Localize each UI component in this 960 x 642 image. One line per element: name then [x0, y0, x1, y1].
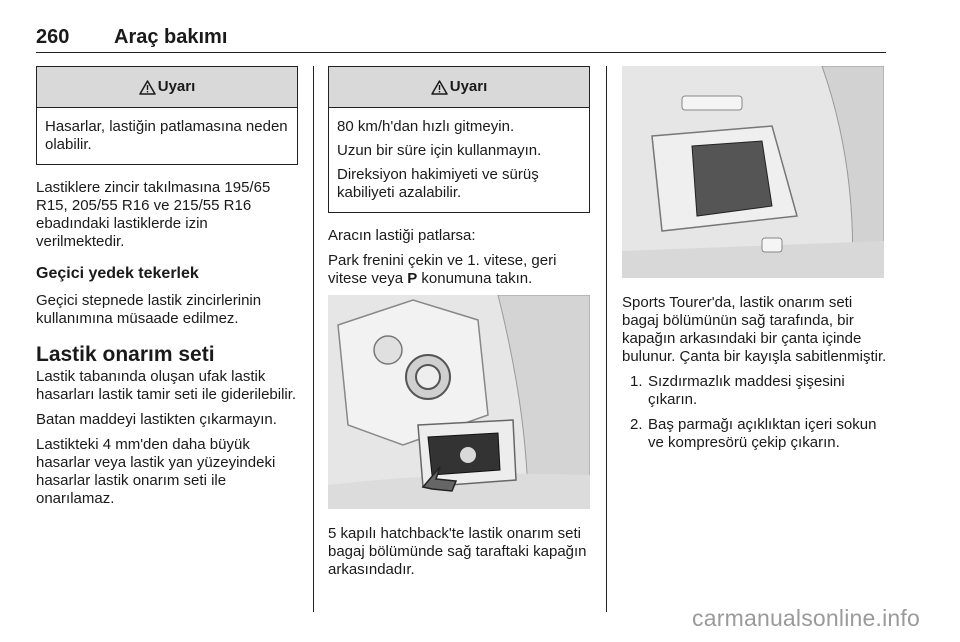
warning-title: Uyarı — [449, 78, 488, 95]
page-number: 260 — [36, 26, 70, 48]
caption-hatchback: 5 kapılı hatchback'te lastik onarım seti bagaj bölümünde sağ taraftaki kapağın arkasındadır. — [328, 525, 587, 578]
paragraph-flat-tyre: Aracın lastiği patlarsa: — [328, 227, 476, 244]
list-item: 1. Sızdırmazlık maddesi şişesini çıkarın. — [630, 373, 845, 408]
warning-box — [36, 66, 298, 165]
warning-header — [37, 67, 297, 108]
heading-repair-kit: Lastik onarım seti — [36, 343, 215, 366]
column-1 — [36, 66, 298, 515]
step-list — [622, 373, 888, 452]
warning-text: Hasarlar, lastiğin patlamasına neden olabilir. — [45, 118, 288, 153]
paragraph-repair-1: Lastik tabanında oluşan ufak lastik hasarları lastik tamir seti ile giderilebilir. — [36, 368, 297, 403]
sports-tourer-trunk-illustration — [622, 66, 884, 278]
paragraph-chains: Lastiklere zincir takılmasına 195/65 R15, 205/55 R16 ve 215/55 R16 ebadındaki lastiklerde izin verilmektedir. — [36, 179, 271, 250]
hatchback-trunk-illustration — [328, 295, 590, 509]
column-divider — [313, 66, 314, 612]
page-header — [36, 22, 886, 53]
chapter-title: Araç bakımı — [114, 26, 228, 48]
paragraph-spare: Geçici stepnede lastik zincirlerinin kullanımına müsaade edilmez. — [36, 292, 262, 327]
warning-triangle-icon — [431, 80, 448, 95]
warning-line-handling: Direksiyon hakimiyeti ve sürüş kabiliyeti azalabilir. — [337, 166, 539, 201]
watermark: carmanualsonline.info — [692, 605, 920, 631]
list-item: 2. Baş parmağı açıklıktan içeri sokun ve kompresörü çekip çıkarın. — [630, 416, 877, 451]
paragraph-park-brake: Park frenini çekin ve 1. vitese, geri vitese veya P konumuna takın. — [328, 252, 557, 287]
warning-title: Uyarı — [157, 78, 196, 95]
gear-p-label: P — [407, 270, 418, 287]
warning-line-speed: 80 km/h'dan hızlı gitmeyin. — [337, 118, 515, 135]
column-3 — [622, 66, 888, 459]
column-2 — [328, 66, 590, 586]
warning-header — [329, 67, 589, 108]
paragraph-repair-2: Batan maddeyi lastikten çıkarmayın. — [36, 411, 277, 428]
warning-box — [328, 66, 590, 213]
caption-sports-tourer: Sports Tourer'da, lastik onarım seti bagaj bölümünün sağ tarafında, bir kapağın arkasındaki bir çanta içinde bulunur. Çanta bir kayışla sabitlenmiştir. — [622, 294, 887, 365]
warning-line-duration: Uzun bir süre için kullanmayın. — [337, 142, 542, 159]
heading-spare-wheel: Geçici yedek tekerlek — [36, 265, 199, 282]
warning-triangle-icon — [139, 80, 156, 95]
column-divider — [606, 66, 607, 612]
paragraph-repair-3: Lastikteki 4 mm'den daha büyük hasarlar veya lastik yan yüzeyindeki hasarlar lastik onarım seti ile onarılamaz. — [36, 436, 276, 507]
